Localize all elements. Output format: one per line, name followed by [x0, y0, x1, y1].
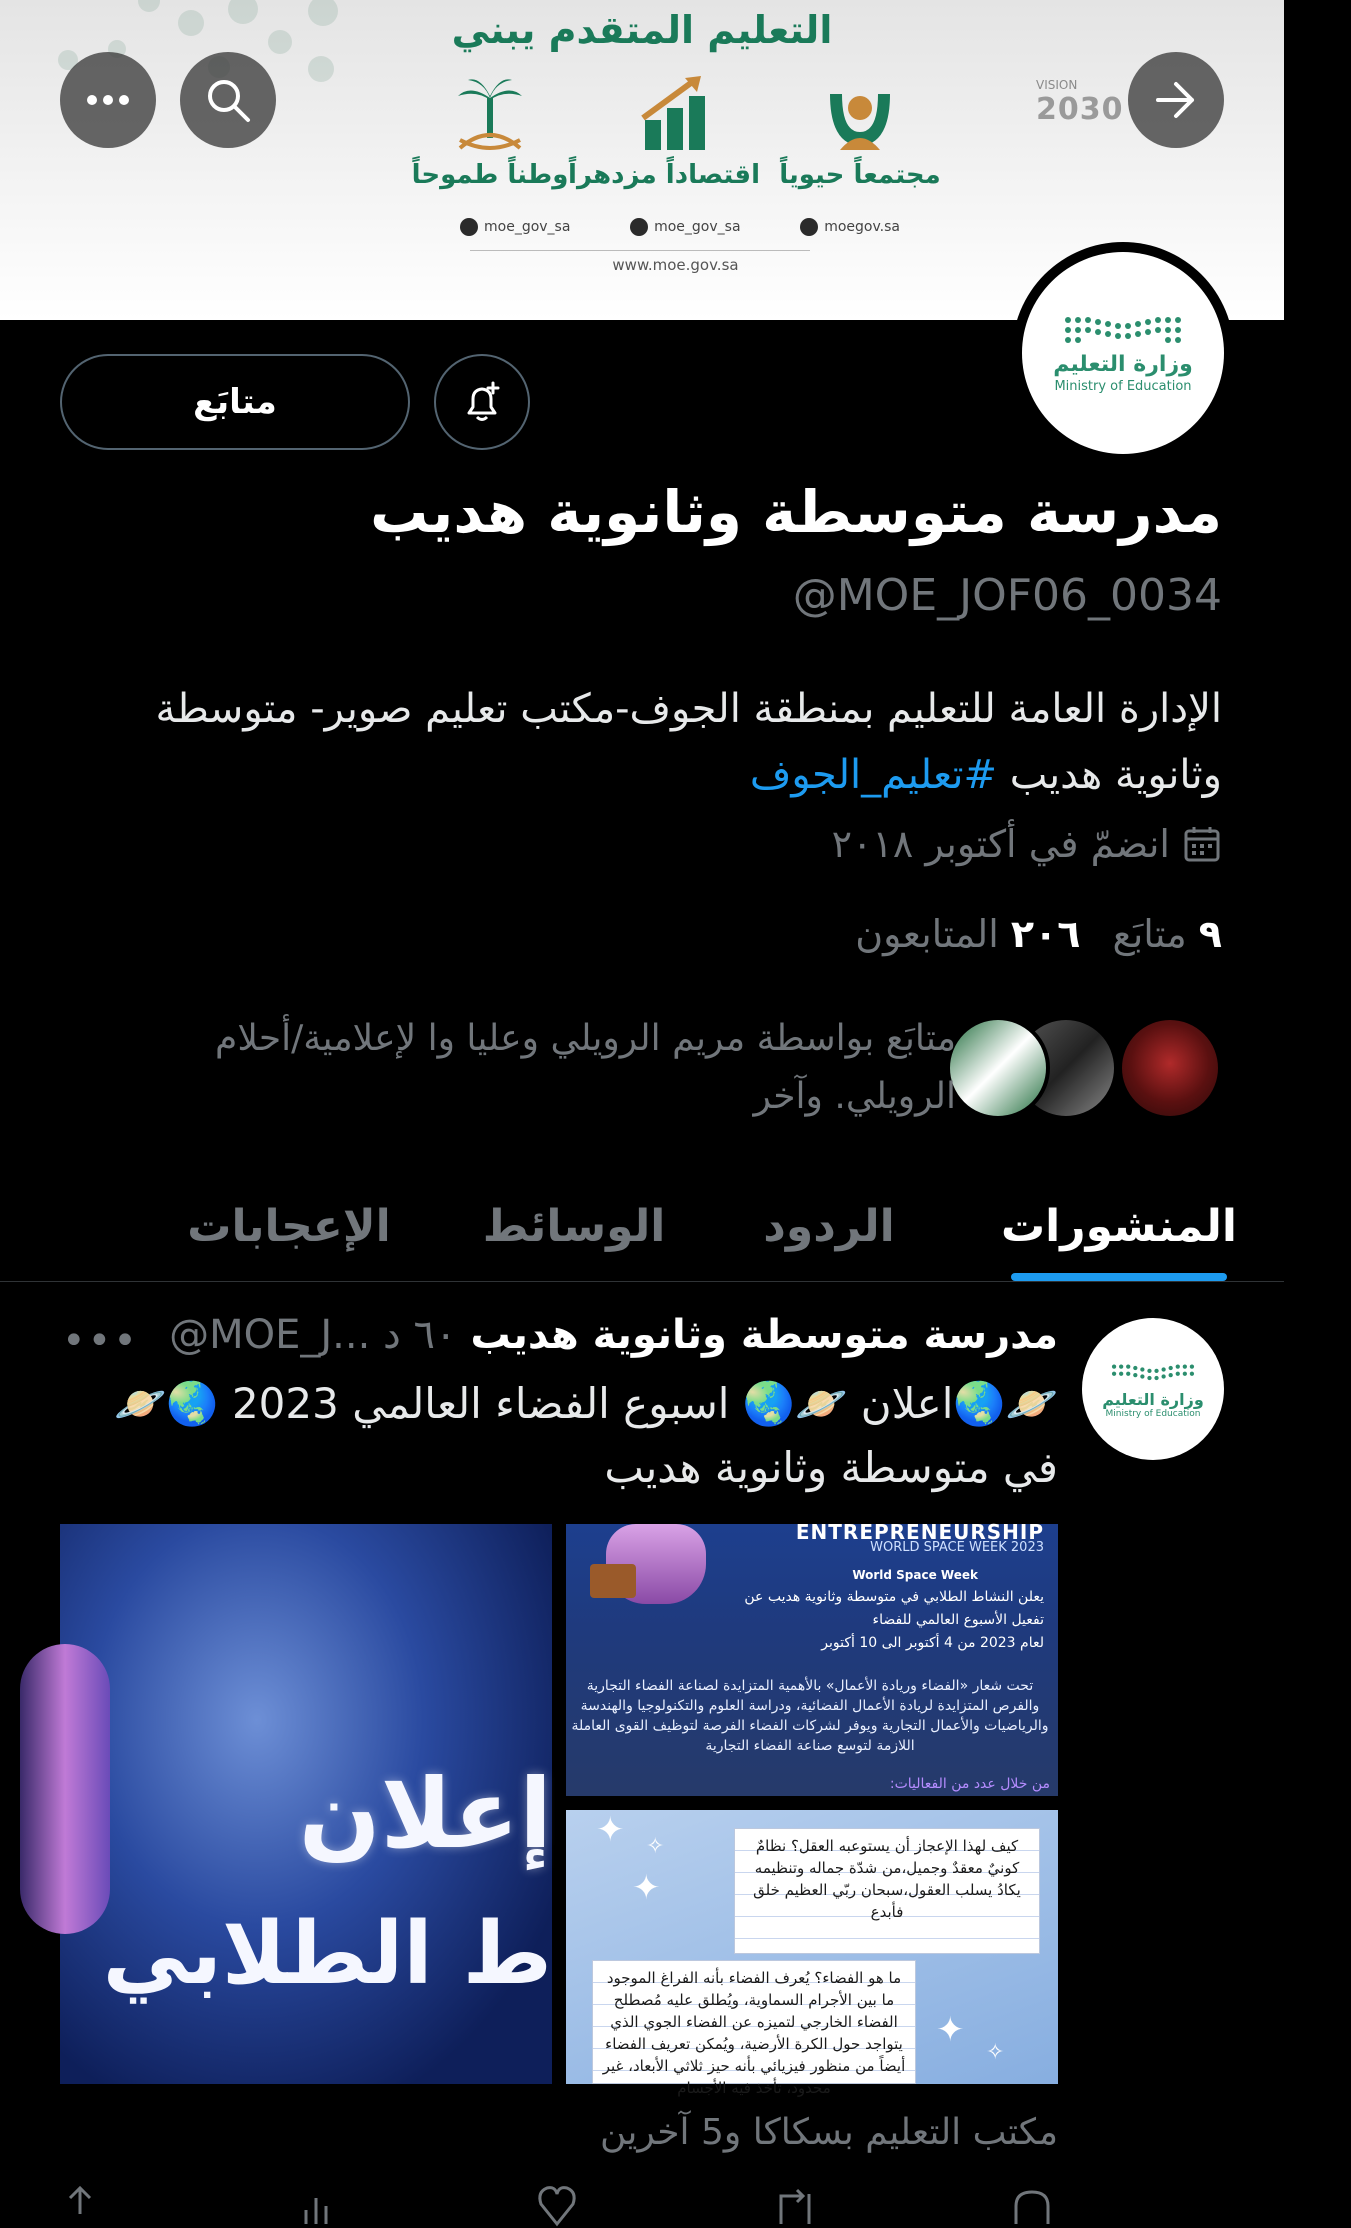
- media-text: تفعيل الأسبوع العالمي للفضاء: [872, 1612, 1044, 1628]
- post-author-avatar[interactable]: [1082, 1318, 1224, 1460]
- calendar-icon: [1182, 824, 1222, 864]
- pillar: [775, 70, 945, 200]
- bio-text: الإدارة العامة للتعليم بمنطقة الجوف-مكتب تعليم صوير- متوسطة وثانوية هديب: [155, 686, 1222, 798]
- post-header: [58, 1312, 1058, 1358]
- tab-posts[interactable]: [954, 1172, 1284, 1281]
- following-count: ٩: [1198, 912, 1222, 956]
- pillar: [405, 70, 575, 200]
- repost-icon[interactable]: [773, 2184, 823, 2224]
- pillar-label: اقتصاداً مزدهراً: [568, 160, 760, 190]
- growth-chart-icon: [590, 70, 760, 154]
- media-text: من خلال عدد من الفعاليات:: [889, 1776, 1050, 1792]
- back-button[interactable]: [1128, 52, 1224, 148]
- media-note: ما هو الفضاء؟ يُعرف الفضاء بأنه الفراغ الموجود ما بين الأجرام السماوية، ويُطلق عليه مُصطلح الفضاء الخارجي لتميزه عن الفضاء الجوي الذي يتواجد حول الكرة الأرضية، ويُمكن تعريف الفضاء أيضاً من منظور فيزيائي بأنه حيز ثلاثي الأبعاد، غير محدود، تأخذ فيه الأجسام: [592, 1960, 916, 2084]
- banner-social: [460, 218, 570, 236]
- social-text: moe_gov_sa: [654, 219, 741, 235]
- media-image-poster[interactable]: [566, 1520, 1058, 1796]
- vision-year: 2030: [1036, 92, 1124, 127]
- sparkle-icon: ✦: [936, 2010, 965, 2050]
- post-handle-time: @MOE_J... ٦٠ د: [169, 1312, 457, 1358]
- media-text: ط الطلابي: [102, 1904, 552, 2004]
- notifications-button[interactable]: [434, 354, 530, 450]
- pillar-label: مجتمعاً حيوياً: [779, 160, 941, 190]
- moe-logo-text: وزارة التعليم: [1053, 352, 1193, 377]
- follow-stats: [855, 912, 1222, 956]
- social-text: moe_gov_sa: [484, 219, 571, 235]
- sparkle-icon: ✧: [646, 1834, 665, 1859]
- media-text: إعلان: [298, 1758, 552, 1870]
- like-icon[interactable]: [535, 2184, 585, 2224]
- banner-title: التعليم المتقدم يبني: [451, 8, 833, 52]
- media-note: كيف لهذا الإعجاز أن يستوعبه العقل؟ نظامٌ كونيٌ معقدٌ وجميل،من شدّة جماله وتنظيمه يكادُ يسلب العقول،سبحان ربّي العظيم خلق فأبدع: [734, 1828, 1040, 1954]
- arrow-right-icon: [1154, 80, 1198, 120]
- profile-avatar[interactable]: [1012, 242, 1234, 464]
- following-label: متابَع: [1112, 912, 1187, 956]
- search-icon: [204, 76, 252, 124]
- profile-tabs: [0, 1172, 1284, 1282]
- search-button[interactable]: [180, 52, 276, 148]
- moe-logo-text-en: Ministry of Education: [1054, 379, 1192, 394]
- avatar: [1118, 1016, 1222, 1120]
- profile-name: مدرسة متوسطة وثانوية هديب: [370, 478, 1222, 546]
- pillar: [568, 70, 760, 200]
- banner-website: www.moe.gov.sa: [612, 256, 739, 274]
- share-icon[interactable]: [60, 2184, 110, 2224]
- followers-label: المتابعون: [855, 912, 999, 956]
- banner-socials: [460, 218, 900, 236]
- media-image-announcement[interactable]: [60, 1524, 552, 2084]
- media-text-lines: [624, 1586, 1044, 1655]
- media-text: يعلن النشاط الطلابي في متوسطة وثانوية هديب عن: [744, 1589, 1044, 1605]
- palm-swords-icon: [405, 70, 575, 154]
- tab-likes[interactable]: [134, 1172, 444, 1281]
- media-text: لعام 2023 من 4 أكتوبر الى 10 أكتوبر: [821, 1635, 1044, 1651]
- instagram-icon: [630, 218, 648, 236]
- tab-replies[interactable]: [704, 1172, 954, 1281]
- following-button[interactable]: متابَع: [60, 354, 410, 450]
- media-text: World Space Week: [852, 1568, 978, 1582]
- tab-label: الإعجابات: [187, 1201, 391, 1252]
- moe-dots-icon: [1058, 312, 1188, 346]
- banner-social: [630, 218, 740, 236]
- moe-dots-icon: [1107, 1360, 1199, 1386]
- sparkle-icon: ✦: [632, 1868, 661, 1908]
- joined-text: انضمّ في أكتوبر ٢٠١٨: [831, 822, 1170, 866]
- social-text: moegov.sa: [824, 219, 900, 235]
- banner-pillars: [405, 70, 945, 200]
- more-options-button[interactable]: [60, 52, 156, 148]
- moe-logo-text: وزارة التعليم: [1102, 1389, 1204, 1409]
- bell-plus-icon: [459, 379, 505, 425]
- bio-hashtag-link[interactable]: #تعليم_الجوف: [749, 752, 998, 798]
- followed-by-text: متابَع بواسطة مريم الرويلي وعليا وا لإعلامية/أحلام الرويلي. وآخر: [215, 1018, 956, 1117]
- facebook-icon: [800, 218, 818, 236]
- banner-social: [800, 218, 900, 236]
- post-text: 🪐🌏اعلان 🪐🌏 اسبوع الفضاء العالمي 2023 🌏🪐 في متوسطة وثانوية هديب: [114, 1379, 1058, 1492]
- sparkle-icon: ✧: [986, 2040, 1005, 2065]
- moe-logo-text-en: Ministry of Education: [1105, 1408, 1201, 1419]
- joined-date: [832, 822, 1222, 866]
- people-icon: [775, 70, 945, 154]
- tab-label: الوسائط: [482, 1201, 666, 1252]
- post-author-name[interactable]: مدرسة متوسطة وثانوية هديب: [470, 1312, 1058, 1358]
- post-media-grid: [60, 1520, 1058, 2097]
- reposted-by[interactable]: مكتب التعليم بسكاكا و5 آخرين: [599, 2112, 1058, 2153]
- moe-logo: [1022, 252, 1224, 454]
- followed-by-row[interactable]: [156, 1010, 1222, 1126]
- twitter-icon: [460, 218, 478, 236]
- views-icon[interactable]: [298, 2184, 348, 2224]
- reply-icon[interactable]: [1010, 2184, 1060, 2224]
- active-tab-indicator: [1011, 1273, 1227, 1281]
- vision-label: VISION: [1036, 78, 1078, 92]
- rocket-graphic: [20, 1644, 110, 1934]
- followers-count: ٢٠٦: [1010, 912, 1081, 956]
- post-more-button[interactable]: •••: [62, 1318, 139, 1364]
- media-text: WORLD SPACE WEEK 2023: [870, 1540, 1044, 1555]
- more-icon: [86, 94, 130, 106]
- profile-bio: [62, 676, 1222, 808]
- following-stat[interactable]: [1113, 912, 1223, 956]
- avatar: [946, 1016, 1050, 1120]
- post-actions: [60, 2184, 1060, 2224]
- media-image-notes[interactable]: [566, 1810, 1058, 2097]
- tab-label: المنشورات: [1000, 1201, 1238, 1252]
- media-text: ENTREPRENEURSHIP: [795, 1520, 1044, 1544]
- vision-2030-logo: [1036, 78, 1132, 138]
- follower-avatars: [982, 1016, 1222, 1120]
- pillar-label: وطناً طموحاً: [411, 160, 569, 190]
- tab-media[interactable]: [444, 1172, 704, 1281]
- profile-handle: @MOE_JOF06_0034: [792, 570, 1222, 621]
- followers-stat[interactable]: [855, 912, 1080, 956]
- banner-divider: [470, 250, 810, 251]
- media-text: تحت شعار «الفضاء وريادة الأعمال» بالأهمية المتزايدة لصناعة الفضاء التجارية والفرص المتزايدة لريادة الأعمال الفضائية، ودراسة العلوم والتكنولوجيا والهندسة والرياضيات والأعمال التجارية ويوفر لشركات الفضاء الفرصة لتوظيف القوى العاملة اللازمة لتوسع صناعة الفضاء التجارية: [571, 1678, 1049, 1754]
- sparkle-icon: ✦: [596, 1810, 625, 1850]
- tab-label: الردود: [763, 1201, 895, 1252]
